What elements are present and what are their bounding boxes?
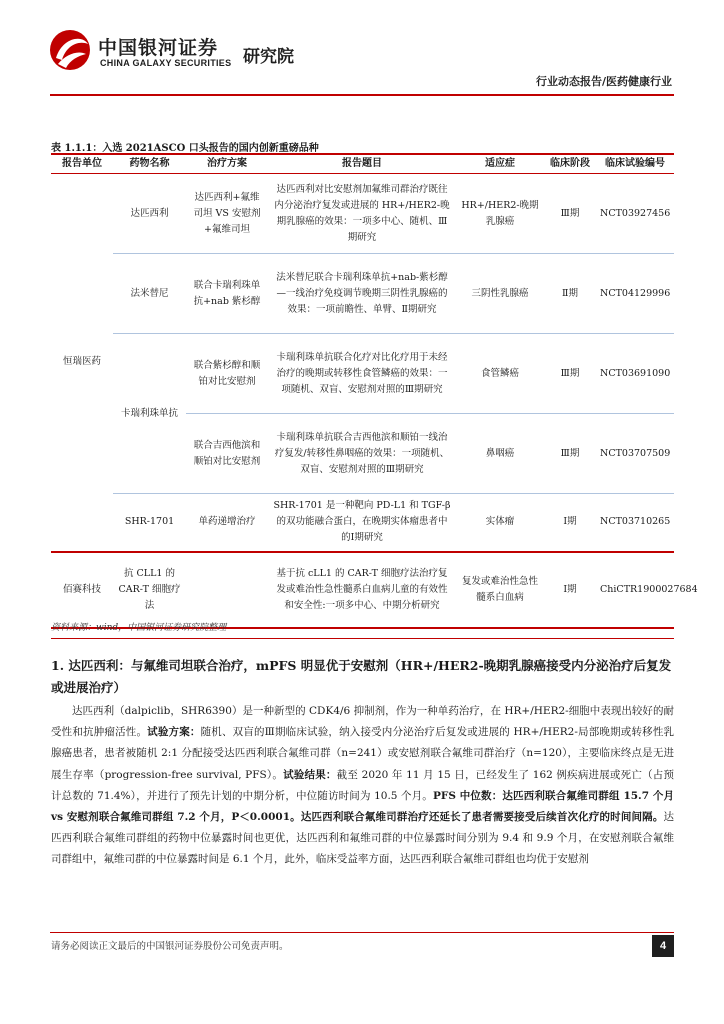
body-bold-2: 试验结果： [283, 768, 337, 781]
title-cell: 卡瑞利珠单抗联合化疗对比化疗用于未经治疗的晚期或转移性食管鳞癌的效果：一项随机、双盲、安慰剂对照的Ⅲ期研究 [268, 334, 456, 414]
phase-cell: Ⅲ期 [544, 334, 596, 414]
org-cell: 佰赛科技 [51, 552, 113, 628]
drug-cell: 法米替尼 [113, 254, 186, 334]
drug-cell: 卡瑞利珠单抗 [113, 334, 186, 494]
indication-cell: 鼻咽癌 [456, 414, 544, 494]
body-bold-1: 试验方案： [147, 726, 201, 739]
header-title: 报告题目 [268, 154, 456, 174]
brand-name-en: CHINA GALAXY SECURITIES [100, 58, 232, 68]
plan-cell [186, 552, 268, 628]
header-divider [50, 94, 674, 96]
title-cell: 法米替尼联合卡瑞利珠单抗+nab-紫杉醇—一线治疗免疫调节晚期三阴性乳腺癌的效果：一项前瞻性、单臂、Ⅱ期研究 [268, 254, 456, 334]
plan-cell: 单药递增治疗 [186, 494, 268, 552]
table-row [51, 552, 674, 628]
header-plan: 治疗方案 [186, 154, 268, 174]
plan-cell: 联合卡瑞利珠单抗+nab 紫杉醇 [186, 254, 268, 334]
brand-institute: 研究院 [243, 47, 294, 67]
table-caption: 表 1.1.1：入选 2021ASCO 口头报告的国内创新重磅品种 [51, 143, 319, 154]
table-row [51, 254, 674, 334]
indication-cell: 食管鳞癌 [456, 334, 544, 414]
plan-cell: 达匹西利+氟维司坦 VS 安慰剂+氟维司坦 [186, 174, 268, 254]
indication-cell: 复发或难治性急性髓系白血病 [456, 552, 544, 628]
table-row [51, 174, 674, 254]
title-cell: 卡瑞利珠单抗联合吉西他滨和顺铂一线治疗复发/转移性鼻咽癌的效果：一项随机、双盲、安慰剂对照的Ⅲ期研究 [268, 414, 456, 494]
table-source: 资料来源：wind，中国银河证券研究院整理 [51, 623, 227, 633]
report-type: 行业动态报告/医药健康行业 [535, 75, 672, 88]
body-bold-3: PFS 中位数：达匹西利联合氟维司群组 15.7 个月 vs 安慰剂联合氟维司群组 7.2 个月，P＜0.0001。达匹西利联合氟维司群治疗还延长了患者需要接受后续首次化疗的时间间隔。 [51, 789, 674, 824]
trial-id-cell: NCT03707509 [596, 414, 674, 494]
header-trial-id: 临床试验编号 [596, 154, 674, 174]
phase-cell: Ⅰ期 [544, 552, 596, 628]
body-text-4: 达匹西利联合氟维司群组的药物中位暴露时间也更优，达匹西利和氟维司群的中位暴露时间分别为 9.4 和 9.9 个月，在安慰剂联合氟维司群组中，氟维司群的中位暴露时间是 6.1 个月，此外，临床受益率方面，达匹西利联合氟维司群组也均优于安慰剂 [51, 811, 674, 866]
body-text-2: 随机、双盲的Ⅲ期临床试验，纳入接受内分泌治疗后复发或进展的 HR+/HER2-局部晚期或转移性乳腺癌患者，患者被随机 2:1 分配接受达匹西利联合氟维司群（n=241）或安慰剂联合氟维司群治疗（n=120），主要临床终点是无进展生存率（progression-free survival, PFS）。 [51, 726, 675, 781]
header-indication: 适应症 [456, 154, 544, 174]
drug-table [51, 153, 698, 629]
footer-divider [50, 932, 674, 933]
footer-disclaimer: 请务必阅读正文最后的中国银河证券股份公司免责声明。 [51, 941, 289, 952]
page-number: 4 [652, 935, 674, 957]
body-text-3: 截至 2020 年 11 月 15 日，已经发生了 162 例疾病进展或死亡（占预计总数的 71.4%），并进行了预先计划的中期分析，中位随访时间为 10.5 个月。 [51, 768, 675, 802]
indication-cell: 实体瘤 [456, 494, 544, 552]
trial-id-cell: NCT04129996 [596, 254, 674, 334]
org-cell: 恒瑞医药 [51, 174, 113, 552]
table-row [51, 334, 674, 414]
section-title: 1. 达匹西利：与氟维司坦联合治疗，mPFS 明显优于安慰剂（HR+/HER2-晚期乳腺癌接受内分泌治疗后复发或进展治疗） [51, 658, 672, 695]
table-header-row [51, 154, 674, 174]
phase-cell: Ⅲ期 [544, 174, 596, 254]
plan-cell: 联合吉西他滨和顺铂对比安慰剂 [186, 414, 268, 494]
phase-cell: Ⅰ期 [544, 494, 596, 552]
plan-cell: 联合紫杉醇和顺铂对比安慰剂 [186, 334, 268, 414]
drug-cell: SHR-1701 [113, 494, 186, 552]
trial-id-cell: NCT03927456 [596, 174, 674, 254]
trial-id-cell: NCT03691090 [596, 334, 674, 414]
trial-id-cell: NCT03710265 [596, 494, 674, 552]
header-phase: 临床阶段 [544, 154, 596, 174]
drug-cell: 抗 CLL1 的 CAR-T 细胞疗法 [113, 552, 186, 628]
brand-name-cn: 中国银河证券 [98, 37, 219, 59]
title-cell: 基于抗 cLL1 的 CAR-T 细胞疗法治疗复发或难治性急性髓系白血病儿童的有效性和安全性:一项多中心、中期分析研究 [268, 552, 456, 628]
trial-id-cell: ChiCTR1900027684 [596, 552, 674, 628]
title-cell: 达匹西利对比安慰剂加氟维司群治疗既往内分泌治疗复发或进展的 HR+/HER2-晚期乳腺癌的效果：一项多中心、随机、Ⅲ期研究 [268, 174, 456, 254]
body-paragraph [51, 701, 674, 871]
header-drug: 药物名称 [113, 154, 186, 174]
page-header [0, 0, 724, 100]
galaxy-logo-icon [48, 28, 92, 72]
source-divider [51, 638, 674, 639]
header-org: 报告单位 [51, 154, 113, 174]
indication-cell: 三阴性乳腺癌 [456, 254, 544, 334]
drug-cell: 达匹西利 [113, 174, 186, 254]
title-cell: SHR-1701 是一种靶向 PD-L1 和 TGF-β 的双功能融合蛋白，在晚期实体瘤患者中的Ⅰ期研究 [268, 494, 456, 552]
phase-cell: Ⅱ期 [544, 254, 596, 334]
body-text-1: 达匹西利（dalpiclib，SHR6390）是一种新型的 CDK4/6 抑制剂，作为一种单药治疗，在 HR+/HER2-细胞中表现出较好的耐受性和抗肿瘤活性。 [51, 705, 674, 739]
table-row [51, 494, 674, 552]
indication-cell: HR+/HER2-晚期乳腺癌 [456, 174, 544, 254]
phase-cell: Ⅲ期 [544, 414, 596, 494]
